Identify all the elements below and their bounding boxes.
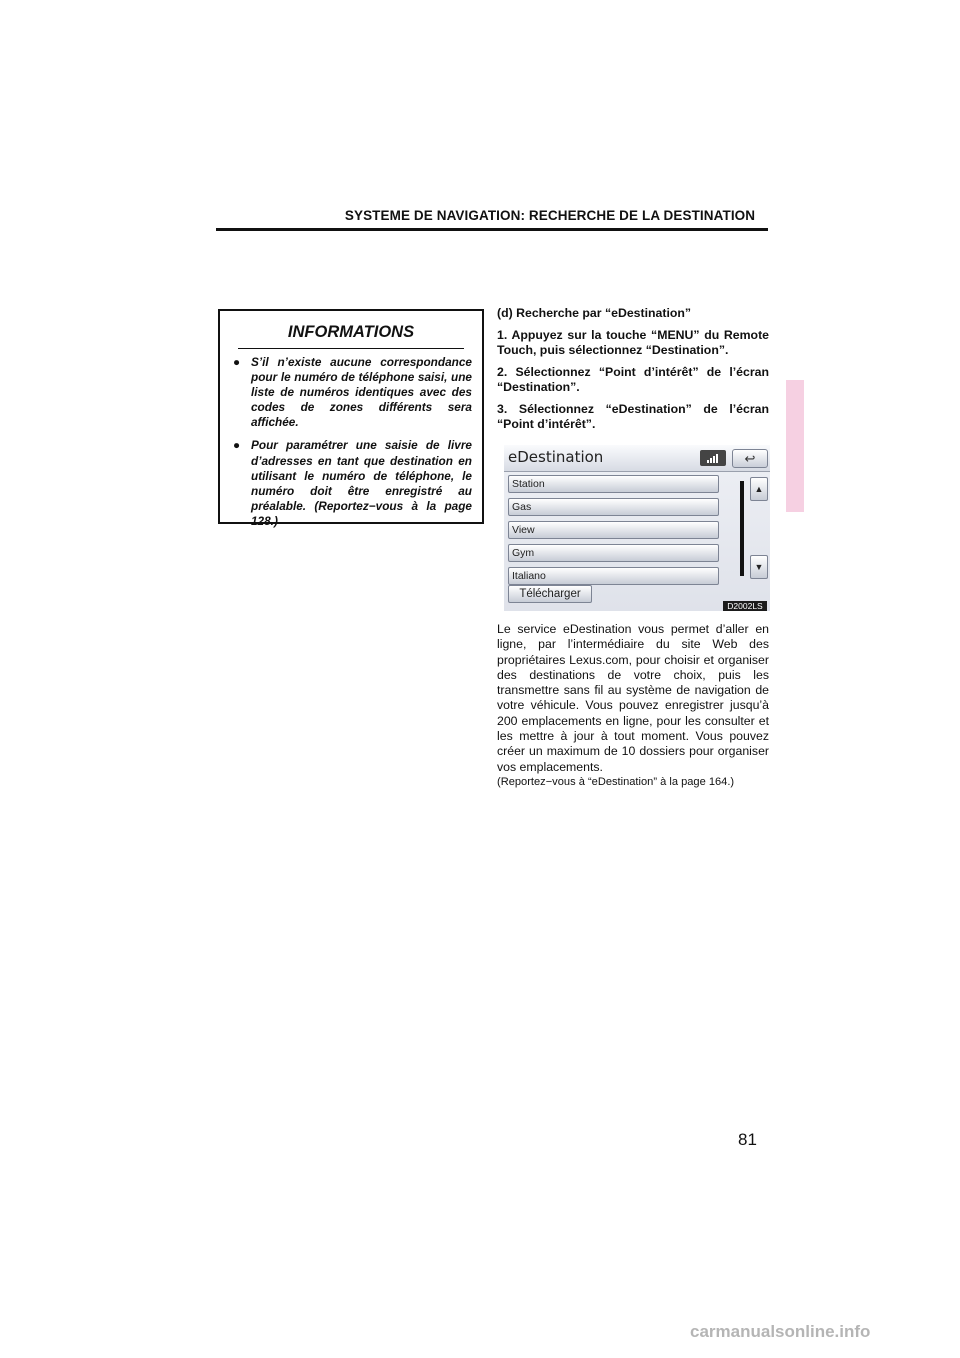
right-column bbox=[497, 306, 769, 439]
informations-title-rule bbox=[238, 348, 464, 349]
back-button[interactable]: ↩ bbox=[732, 449, 768, 468]
description-reference: (Reportez−vous à “eDestination” à la page 164.) bbox=[497, 775, 735, 788]
informations-list bbox=[230, 355, 472, 537]
step-2: 2. Sélectionnez “Point d’intérêt” de l’écran “Destination”. bbox=[497, 365, 769, 394]
scroll-down-button[interactable]: ▼ bbox=[750, 555, 768, 579]
chapter-side-tab bbox=[786, 380, 804, 512]
edestination-screenshot bbox=[504, 445, 770, 611]
description-paragraph bbox=[497, 622, 769, 790]
header-rule bbox=[216, 228, 768, 231]
screen-item-list bbox=[508, 475, 719, 590]
step-1: 1. Appuyez sur la touche “MENU” du Remote Touch, puis sélectionnez “Destination”. bbox=[497, 328, 769, 357]
informations-item bbox=[230, 355, 472, 430]
screen-header bbox=[504, 445, 770, 472]
informations-item-text: Pour paramétrer une saisie de livre d’adresses en tant que destination en utilisant le numéro de téléphone, le numéro doit être enregistré au préalable. (Reportez−vous à la page 128.) bbox=[251, 438, 472, 528]
informations-item-text: S’il n’existe aucune correspondance pour le numéro de téléphone saisi, une liste de numéros identiques avec des codes de zones différents sera affichée. bbox=[251, 355, 472, 430]
page-number: 81 bbox=[738, 1130, 757, 1149]
page-header-title: SYSTEME DE NAVIGATION: RECHERCHE DE LA DESTINATION bbox=[344, 208, 756, 223]
list-item-view[interactable]: View bbox=[508, 521, 719, 539]
list-item-station[interactable]: Station bbox=[508, 475, 719, 493]
scroll-track[interactable] bbox=[740, 481, 744, 576]
list-item-gas[interactable]: Gas bbox=[508, 498, 719, 516]
section-title: (d) Recherche par “eDestination” bbox=[497, 306, 692, 320]
signal-icon bbox=[700, 450, 726, 466]
scroll-up-button[interactable]: ▲ bbox=[750, 477, 768, 501]
list-item-gym[interactable]: Gym bbox=[508, 544, 719, 562]
informations-item bbox=[230, 438, 472, 529]
step-3: 3. Sélectionnez “eDestination” de l’écran “Point d’intérêt”. bbox=[497, 402, 769, 431]
bullet-icon: ● bbox=[233, 355, 241, 369]
image-code-label: D2002LS bbox=[723, 601, 767, 611]
screen-title: eDestination bbox=[508, 448, 604, 466]
informations-title: INFORMATIONS bbox=[287, 323, 415, 341]
download-button[interactable]: Télécharger bbox=[508, 585, 592, 603]
list-item-italiano[interactable]: Italiano bbox=[508, 567, 719, 585]
watermark: carmanualsonline.info bbox=[690, 1322, 871, 1341]
bullet-icon: ● bbox=[233, 438, 241, 453]
informations-box bbox=[218, 309, 484, 528]
description-body: Le service eDestination vous permet d’aller en ligne, par l’intermédiaire du site Web des propriétaires Lexus.com, pour choisir et organiser des destinations de votre choix, puis les transmettre sans fil au système de navigation de votre véhicule. Vous pouvez enregistrer jusqu’à 200 emplacements en ligne, pour les consulter et les mettre à jour à tout moment. Vous pouvez créer un maximum de 10 dossiers pour organiser vos emplacements. bbox=[497, 622, 769, 774]
